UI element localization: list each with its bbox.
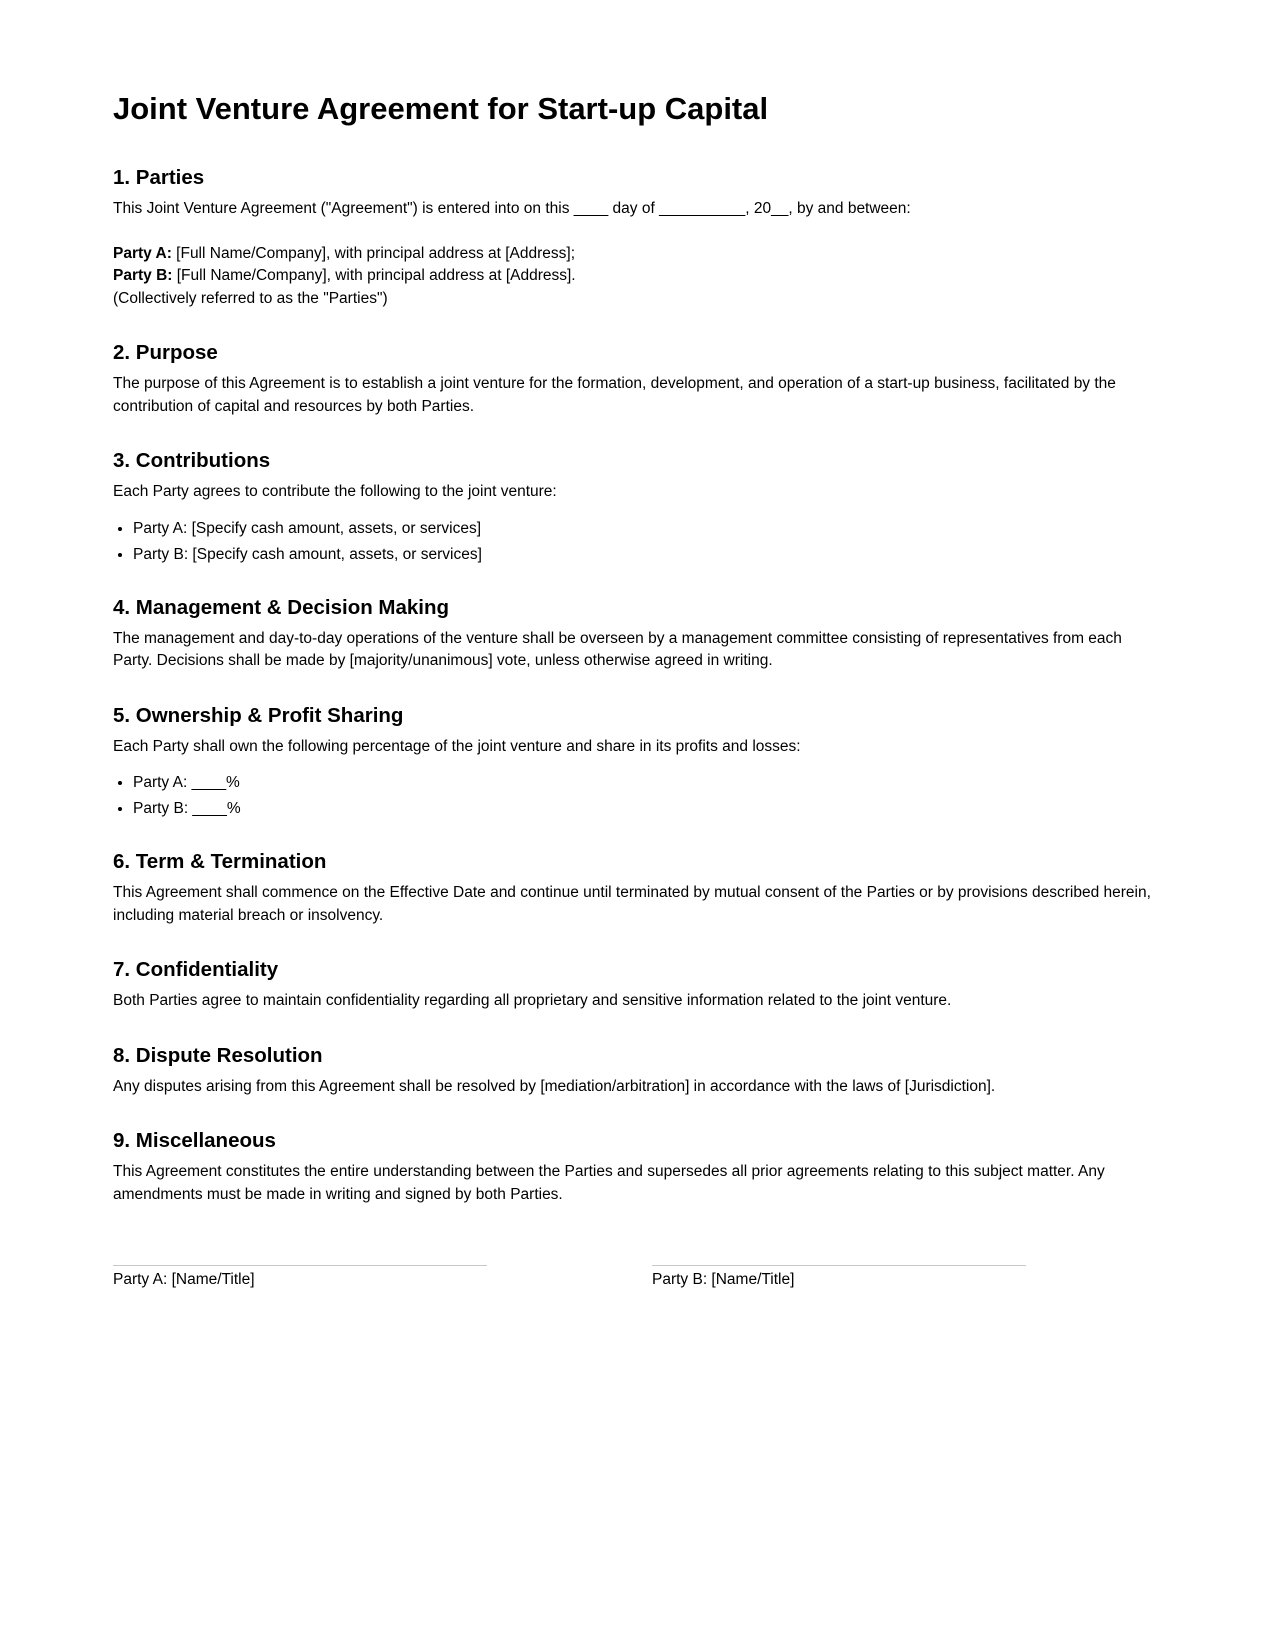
signature-label: Party B: [Name/Title] (652, 1271, 795, 1288)
list-item: • Party A: [Specify cash amount, assets, or services] (133, 516, 1153, 542)
section-miscellaneous (113, 1127, 1153, 1206)
section-body: This Agreement shall commence on the Effective Date and continue until terminated by mutual consent of the Parties or by provisions described herein, including material breach or insolvency. (113, 884, 1151, 924)
contributions-list (113, 516, 1153, 568)
section-heading: 6. Term & Termination (113, 850, 327, 873)
section-management (113, 594, 1153, 673)
parties-collective: (Collectively referred to as the "Parties") (113, 289, 388, 307)
section-body: Both Parties agree to maintain confidentiality regarding all proprietary and sensitive information related to the joint venture. (113, 992, 952, 1009)
section-body: Each Party shall own the following percentage of the joint venture and share in its profits and losses: (113, 737, 801, 755)
section-term (113, 848, 1153, 927)
document-title: Joint Venture Agreement for Start-up Capital (113, 91, 769, 126)
party-b-text: [Full Name/Company], with principal address at [Address]. (172, 267, 576, 284)
party-a-label: Party A: (113, 244, 172, 262)
section-purpose (113, 339, 1153, 418)
document (113, 88, 1153, 1235)
section-contributions (113, 447, 1153, 568)
party-a-text: [Full Name/Company], with principal address at [Address]; (171, 244, 576, 262)
party-b-label: Party B: (113, 267, 173, 284)
section-heading: 3. Contributions (113, 449, 271, 472)
section-body: Any disputes arising from this Agreement shall be resolved by [mediation/arbitration] in accordance with the laws of [Jurisdiction]. (113, 1077, 996, 1095)
ownership-list (113, 770, 1153, 822)
section-dispute (113, 1042, 1153, 1099)
party-b-line (113, 265, 1153, 288)
section-heading: 2. Purpose (113, 341, 218, 364)
section-ownership (113, 702, 1153, 823)
section-body: The management and day-to-day operations of the venture shall be overseen by a management committee consisting of representatives from each Party. Decisions shall be made by [majority/unanimous] vote, unless otherwise agreed in writing. (113, 629, 1122, 669)
section-heading: 7. Confidentiality (113, 958, 279, 981)
section-heading: 4. Management & Decision Making (113, 595, 450, 619)
section-confidentiality (113, 956, 1153, 1013)
party-list (113, 243, 1153, 311)
signature-party-b (652, 1265, 1026, 1291)
signature-line (113, 1265, 487, 1266)
section-heading: 1. Parties (113, 166, 205, 189)
section-parties (113, 164, 1153, 310)
section-heading: 8. Dispute Resolution (113, 1043, 323, 1067)
section-heading: 9. Miscellaneous (113, 1129, 276, 1152)
signature-label: Party A: [Name/Title] (113, 1271, 255, 1288)
signature-block (113, 1265, 1153, 1305)
party-a-line (113, 243, 1153, 266)
section-heading: 5. Ownership & Profit Sharing (113, 703, 404, 727)
section-body: This Agreement constitutes the entire understanding between the Parties and supersedes all prior agreements relating to this subject matter. Any amendments must be made in writing and signed by both Parties. (113, 1163, 1105, 1203)
signature-party-a (113, 1265, 487, 1291)
signature-line (652, 1265, 1026, 1266)
parties-intro: This Joint Venture Agreement ("Agreement") is entered into on this ____ day of __________, 20__, by and between: (113, 200, 911, 217)
section-body: The purpose of this Agreement is to establish a joint venture for the formation, development, and operation of a start-up business, facilitated by the contribution of capital and resources by both Parties. (113, 375, 1116, 415)
list-item: • Party B: [Specify cash amount, assets, or services] (133, 542, 1153, 568)
section-body: Each Party agrees to contribute the following to the joint venture: (113, 483, 557, 500)
list-item: • Party A: ____% (133, 770, 1153, 796)
list-item: • Party B: ____% (133, 796, 1153, 822)
